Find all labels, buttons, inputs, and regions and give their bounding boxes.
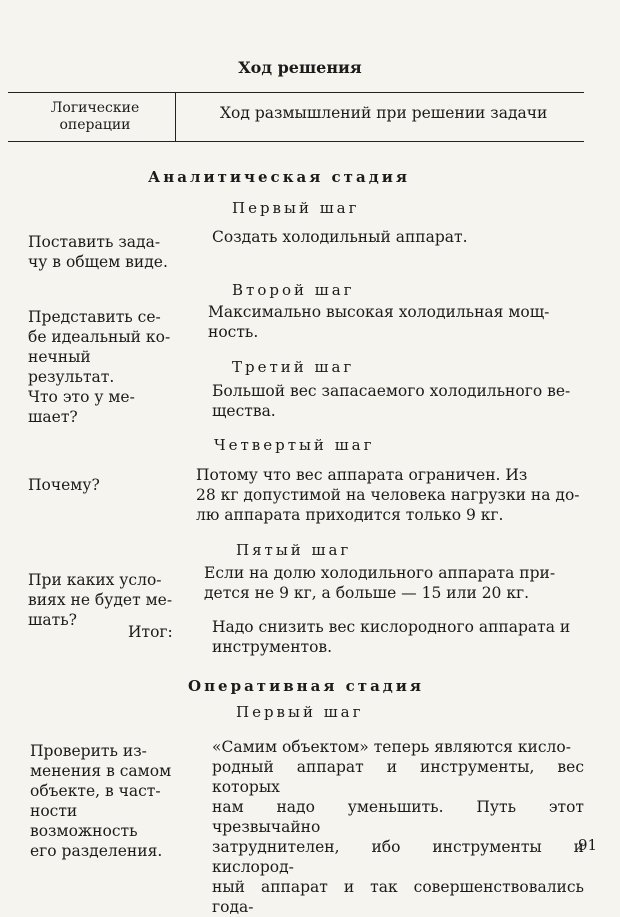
text-line: затруднителен, ибо инструменты и кислород- xyxy=(212,838,584,876)
text-line: шать? xyxy=(28,611,77,629)
row1-reasoning xyxy=(212,227,584,247)
text-line: виях не будет ме- xyxy=(28,591,173,609)
row1-operation xyxy=(28,232,178,272)
row3-reasoning xyxy=(212,381,584,421)
table-header-bottom-rule xyxy=(8,141,584,142)
text-line: 28 кг допустимой на человека нагрузки на до- xyxy=(196,486,580,504)
text-line: ности возможность xyxy=(30,802,138,840)
row5-reasoning xyxy=(204,563,584,603)
step-5-heading: Пятый шаг xyxy=(236,541,352,559)
page-number: 91 xyxy=(578,836,598,854)
text-line: Большой вес запасаемого холодильного ве- xyxy=(212,382,571,400)
text-line: Создать холодильный аппарат. xyxy=(212,228,468,246)
result-reasoning xyxy=(212,617,584,657)
text-line: чу в общем виде. xyxy=(28,253,168,271)
text-line: ный аппарат и так совершенствовались года- xyxy=(212,878,584,916)
text-line: менения в самом xyxy=(30,762,172,780)
text-line: бе идеальный ко- xyxy=(28,328,171,346)
column-header-left-line2: операции xyxy=(59,117,131,133)
row3-operation xyxy=(28,387,178,427)
text-line: Максимально высокая холодильная мощ- xyxy=(208,303,550,321)
column-header-left xyxy=(20,100,170,134)
operative-stage-heading: Оперативная стадия xyxy=(188,677,424,695)
text-line: лю аппарата приходится только 9 кг. xyxy=(196,506,504,524)
operative-step-1-heading: Первый шаг xyxy=(236,703,364,721)
row4-operation xyxy=(28,475,178,495)
row4-reasoning xyxy=(196,465,584,525)
step-4-heading: Четвертый шаг xyxy=(214,436,375,454)
column-header-left-line1: Логические xyxy=(50,100,140,116)
text-line: Что это у ме- xyxy=(28,388,135,406)
step-1-heading: Первый шаг xyxy=(232,199,360,217)
text-line: Почему? xyxy=(28,476,100,494)
text-line: Потому что вес аппарата ограничен. Из xyxy=(196,466,528,484)
text-line: объекте, в част- xyxy=(30,782,161,800)
text-line: Если на долю холодильного аппарата при- xyxy=(204,564,556,582)
text-line: нам надо уменьшить. Путь этот чрезвычайно xyxy=(212,798,584,836)
step-3-heading: Третий шаг xyxy=(232,358,355,376)
text-line: Представить се- xyxy=(28,308,161,326)
text-line: Надо снизить вес кислородного аппарата и xyxy=(212,618,571,636)
row2-operation xyxy=(28,307,178,387)
step-2-heading: Второй шаг xyxy=(232,281,355,299)
text-line: Проверить из- xyxy=(30,742,147,760)
table-column-divider xyxy=(175,93,176,141)
text-line: шает? xyxy=(28,408,78,426)
row2-reasoning xyxy=(208,302,584,342)
table-top-rule xyxy=(8,92,584,93)
text-line: При каких усло- xyxy=(28,571,162,589)
text-line: ность. xyxy=(208,323,259,341)
result-label: Итог: xyxy=(128,623,173,641)
text-line: «Самим объектом» теперь являются кисло- xyxy=(212,738,571,756)
row5-operation xyxy=(28,570,178,630)
op-row1-reasoning xyxy=(212,737,584,917)
page-title: Ход решения xyxy=(238,58,362,77)
text-line: его разделения. xyxy=(30,842,163,860)
text-line: нечный результат. xyxy=(28,348,115,386)
text-line: Поставить зада- xyxy=(28,233,161,251)
column-header-right: Ход размышлений при решении задачи xyxy=(220,104,548,122)
analytic-stage-heading: Аналитическая стадия xyxy=(148,168,410,186)
text-line: родный аппарат и инструменты, вес которых xyxy=(212,758,584,796)
text-line: дется не 9 кг, а больше — 15 или 20 кг. xyxy=(204,584,530,602)
op-row1-operation xyxy=(30,741,180,861)
text-line: щества. xyxy=(212,402,276,420)
text-line: инструментов. xyxy=(212,638,333,656)
